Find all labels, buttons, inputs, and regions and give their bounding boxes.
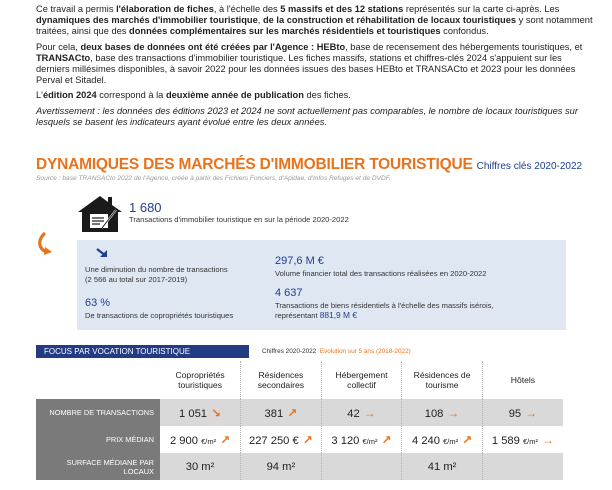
trend-arrow-icon: ↘ [211,405,222,420]
table-row [36,453,563,480]
table-cell: 95 → [482,399,563,426]
table-cell: 108 → [402,399,483,426]
trend-arrow-icon: ↗ [287,405,298,420]
col-header: Hôtels [482,361,563,399]
copro-label: De transactions de copropriétés touristiques [85,311,234,320]
col-header: Résidences secondaires [241,361,322,399]
table-cell: 381 ↗ [241,399,322,426]
table-row [36,426,563,453]
curved-arrow-icon [36,232,58,258]
intro-paragraph-3: L'édition 2024 correspond à la deuxième année de publication des fiches. [36,90,351,101]
focus-legend: Chiffres 2020-2022 Evolution sur 5 ans (2018-2022) [262,348,411,355]
resid-label: Transactions de biens résidentiels à l'échelle des massifs isérois, représentant 881,9 M € [275,301,494,320]
trend-arrow-icon: → [447,405,460,420]
trend-arrow-icon: → [541,432,554,447]
table-cell: 42 → [321,399,402,426]
col-header: Hébergement collectif [321,361,402,399]
volume-label: Volume financier total des transactions réalisées en 2020-2022 [275,269,487,278]
source-note: Source : base TRANSACto 2022 de l'Agence, créée à partir des Fichiers Fonciers, d'Apidae, d'Infos Refuges et de DVDF. [36,175,391,182]
headline-label: Transactions d'immobilier touristique en sur la période 2020-2022 [129,215,349,224]
table-cell: 41 m² [402,453,483,480]
table-cell [482,453,563,480]
table-cell [321,453,402,480]
intro-text [36,4,596,132]
headline-value: 1 680 [129,200,162,215]
focus-table [36,361,563,480]
section-title: DYNAMIQUES DES MARCHÉS D'IMMOBILIER TOURISTIQUE [36,156,473,173]
intro-warning: Avertissement : les données des éditions 2023 et 2024 ne sont actuellement pas comparables, le nombre de locaux touristiques sur lesquels se basent les indicateurs ayant évolué entre les deux années. [36,105,578,127]
section-subtitle: Chiffres clés 2020-2022 [476,161,583,172]
col-header: Résidences de tourisme [402,361,483,399]
row-header: SURFACE MÉDIANE PAR LOCAUX [36,453,160,480]
copro-value: 63 % [85,297,111,309]
table-cell: 94 m² [241,453,322,480]
table-cell: 4 240 €/m² ↗ [402,426,483,453]
table-cell: 30 m² [160,453,241,480]
table-cell: 3 120 €/m² ↗ [321,426,402,453]
intro-paragraph-2: Pour cela, deux bases de données ont été créées par l'Agence : HEBto, base de recensement des hébergements touristiques, et TRANSACto, base des transactions d'immobilier touristique. Les fiches massifs, stations et chiffres-clés 2024 s'appuient sur les derniers millésimes disponibles, à savoir 2022 pour les données issues des bases HEBto et TRANSACto et 2023 pour les données Perval et Sitadel. [36,41,583,86]
table-cell: 227 250 € ↗ [241,426,322,453]
table-cell: 1 051 ↘ [160,399,241,426]
trend-arrow-icon: → [525,405,538,420]
resid-value: 4 637 [275,287,303,299]
trend-arrow-icon: ↗ [462,432,473,447]
trend-arrow-icon: ↗ [381,432,392,447]
house-contract-icon [78,194,122,234]
col-header: Copropriétés touristiques [175,370,225,390]
volume-value: 297,6 M € [275,255,324,267]
intro-paragraph-1: Ce travail a permis l'élaboration de fiches, à l'échelle des 5 massifs et des 12 stations représentés sur la carte ci-après. Les dynamiques des marchés d'immobilier touristique, de la construction et réhabilitation de locaux touristiques y sont notamment traitées, ainsi que des données complémentaires sur les marchés résidentiels et touristiques confondus. [36,4,593,37]
down-right-arrow-icon [95,247,109,259]
row-header: PRIX MÉDIAN [36,426,160,453]
section-title-row [36,156,596,174]
table-cell: 1 589 €/m² → [482,426,563,453]
trend-arrow-icon: → [363,405,376,420]
table-row [36,399,563,426]
decrease-text: Une diminution du nombre de transactions (2 566 au total sur 2017-2019) [85,265,228,284]
row-header: NOMBRE DE TRANSACTIONS [36,399,160,426]
trend-arrow-icon: ↗ [302,432,313,447]
focus-header-bar: FOCUS PAR VOCATION TOURISTIQUE [36,345,249,358]
table-cell: 2 900 €/m² ↗ [160,426,241,453]
trend-arrow-icon: ↗ [220,432,231,447]
